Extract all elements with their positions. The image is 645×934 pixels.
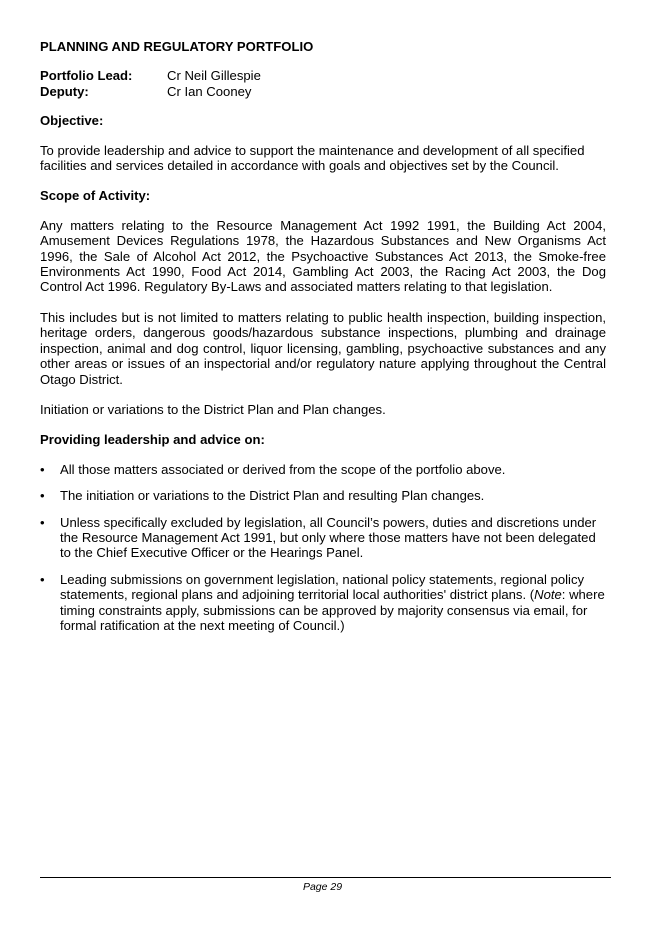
bullet-icon: • bbox=[40, 514, 45, 530]
deputy-row bbox=[40, 84, 606, 99]
footer-divider bbox=[40, 877, 611, 878]
portfolio-lead-label: Portfolio Lead: bbox=[40, 68, 133, 84]
list-item-text-start: Leading submissions on government legislation, national policy statements, regional policy statements, regional plans and adjoining territorial local authorities' district plans. ( bbox=[60, 571, 585, 603]
scope-heading: Scope of Activity: bbox=[40, 188, 151, 204]
objective-text: To provide leadership and advice to support the maintenance and development of all specified facilities and services detailed in accordance with goals and objectives set by the Council. bbox=[40, 142, 585, 174]
list-item bbox=[40, 515, 606, 561]
bullet-icon: • bbox=[40, 488, 45, 504]
list-item bbox=[40, 572, 606, 634]
leadership-list bbox=[40, 462, 606, 634]
list-item-text: The initiation or variations to the District Plan and resulting Plan changes. bbox=[60, 488, 485, 504]
portfolio-lead-value: Cr Neil Gillespie bbox=[167, 68, 261, 84]
scope-paragraph: Any matters relating to the Resource Management Act 1992 1991, the Building Act 2004, Amusement Devices Regulations 1978, the Hazardous Substances and New Organisms Act 1996, the Sale of Alcohol Act 2012, the Psychoactive Substances Act 2013, the Smoke-free Environments Act 1990, Food Act 2014, Gambling Act 2003, the Racing Act 2003, the Dog Control Act 1996. Regulatory By-Laws and associated matters relating to that legislation. bbox=[40, 217, 606, 295]
portfolio-roles bbox=[40, 68, 606, 99]
list-item-text: Unless specifically excluded by legislation, all Council’s powers, duties and discretions under the Resource Management Act 1991, but only where those matters have not been delegated to the Chief Executive Officer or the Hearings Panel. bbox=[60, 514, 597, 561]
deputy-label: Deputy: bbox=[40, 83, 89, 99]
note-label: Note bbox=[534, 587, 562, 603]
list-item-text-end: : where timing constraints apply, submissions can be approved by majority consensus via email, for formal ratification at the next meeting of Council.) bbox=[60, 587, 605, 633]
list-item-text bbox=[60, 572, 605, 633]
document-page bbox=[40, 39, 606, 644]
deputy-value: Cr Ian Cooney bbox=[167, 83, 252, 99]
document-title: PLANNING AND REGULATORY PORTFOLIO bbox=[40, 39, 314, 54]
bullet-icon: • bbox=[40, 571, 45, 587]
scope-paragraph: Initiation or variations to the District Plan and Plan changes. bbox=[40, 401, 386, 417]
list-item bbox=[40, 488, 606, 503]
list-item-text: All those matters associated or derived from the scope of the portfolio above. bbox=[60, 461, 506, 477]
list-item bbox=[40, 462, 606, 477]
page-number: Page 29 bbox=[302, 881, 343, 893]
leadership-heading: Providing leadership and advice on: bbox=[40, 432, 265, 448]
bullet-icon: • bbox=[40, 461, 45, 477]
portfolio-lead-row bbox=[40, 68, 606, 83]
objective-heading: Objective: bbox=[40, 113, 104, 129]
scope-paragraph: This includes but is not limited to matters relating to public health inspection, building inspection, heritage orders, dangerous goods/hazardous substance inspections, plumbing and drainage inspection, animal and dog control, liquor licensing, gambling, psychoactive substances and any other areas or issues of an inspectorial and/or regulatory nature applying throughout the Central Otago District. bbox=[40, 309, 606, 387]
